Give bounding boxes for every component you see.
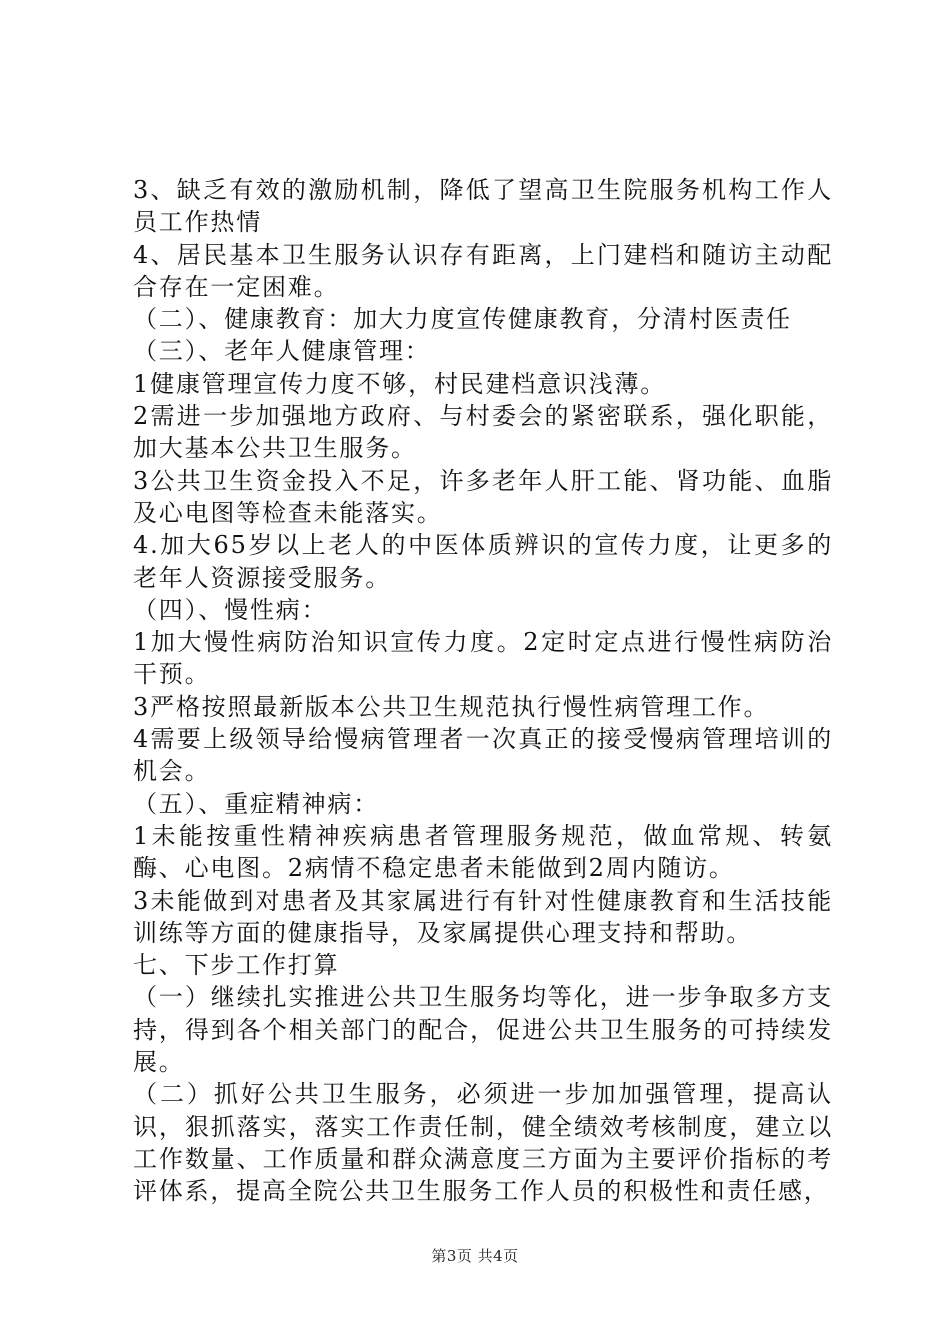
paragraph-14: 1未能按重性精神疾病患者管理服务规范，做血常规、转氨酶、心电图。2病情不稳定患者未能做到2周内随访。 xyxy=(133,821,833,883)
paragraph-1: 3、缺乏有效的激励机制，降低了望高卫生院服务机构工作人员工作热情 xyxy=(133,176,833,237)
paragraph-7: 3公共卫生资金投入不足，许多老年人肝工能、肾功能、血脂及心电图等检查未能落实。 xyxy=(133,466,833,527)
paragraph-3: （二）、健康教育：加大力度宣传健康教育，分清村医责任 xyxy=(133,305,792,334)
paragraph-5: 1健康管理宣传力度不够，村民建档意识浅薄。 xyxy=(133,369,667,398)
paragraph-4: （三）、老年人健康管理： xyxy=(133,337,431,366)
paragraph-10: 1加大慢性病防治知识宣传力度。2定时定点进行慢性病防治干预。 xyxy=(133,628,833,689)
paragraph-12: 4需要上级领导给慢病管理者一次真正的接受慢病管理培训的机会。 xyxy=(133,725,833,786)
document-body xyxy=(133,174,833,1208)
paragraph-6: 2需进一步加强地方政府、与村委会的紧密联系，强化职能，加大基本公共卫生服务。 xyxy=(133,402,833,463)
paragraph-2: 4、居民基本卫生服务认识存有距离，上门建档和随访主动配合存在一定困难。 xyxy=(133,240,833,301)
paragraph-11: 3严格按照最新版本公共卫生规范执行慢性病管理工作。 xyxy=(133,692,770,721)
paragraph-15: 3未能做到对患者及其家属进行有针对性健康教育和生活技能训练等方面的健康指导，及家属提供心理支持和帮助。 xyxy=(133,886,833,947)
paragraph-13: （五）、重症精神病： xyxy=(133,789,379,818)
page-footer: 第3页 共4页 xyxy=(431,1247,519,1265)
paragraph-8: 4.加大65岁以上老人的中医体质辨识的宣传力度，让更多的老年人资源接受服务。 xyxy=(133,531,833,592)
paragraph-18: （二）抓好公共卫生服务，必须进一步加加强管理，提高认识，狠抓落实，落实工作责任制，健全绩效考核制度，建立以工作数量、工作质量和群众满意度三方面为主要评价指标的考评体系，提高全院公共卫生服务工作人员的积极性和责任感， xyxy=(133,1080,833,1206)
paragraph-16: 七、下步工作打算 xyxy=(133,951,340,980)
paragraph-17: （一）继续扎实推进公共卫生服务均等化，进一步争取多方支持，得到各个相关部门的配合，促进公共卫生服务的可持续发展。 xyxy=(133,983,833,1077)
paragraph-9: （四）、慢性病： xyxy=(133,595,328,624)
